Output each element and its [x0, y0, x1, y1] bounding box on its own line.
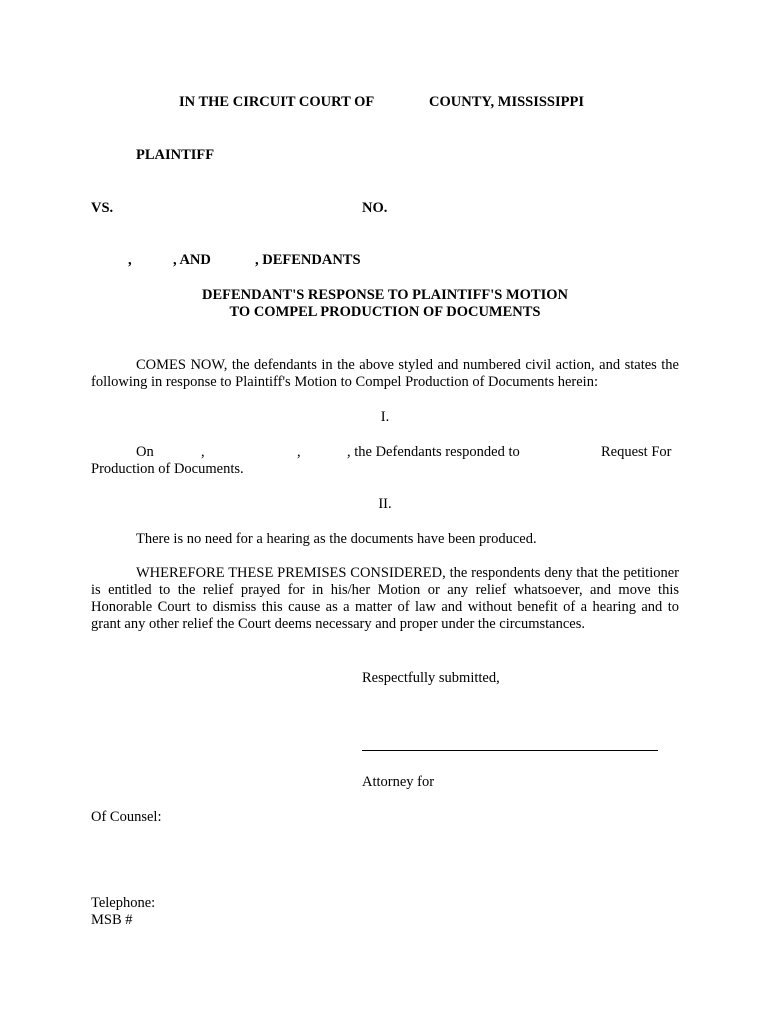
defendant-comma: ,: [128, 252, 132, 268]
wherefore-paragraph: WHEREFORE THESE PREMISES CONSIDERED, the respondents deny that the petitioner is entitled to the relief prayed for in his/her Motion or any relief whatsoever, and move this Honorable Court to dismiss this cause as a matter of law and without benefit of a hearing and to grant any other relief the Court deems necessary and proper under the circumstances.: [91, 565, 679, 632]
signature-line: [362, 750, 658, 751]
msb-number-label: MSB #: [91, 912, 133, 928]
section-1-on: On: [136, 444, 154, 460]
versus-label: VS.: [91, 200, 114, 216]
plaintiff-label: PLAINTIFF: [136, 147, 215, 163]
section-2-heading: II.: [378, 496, 392, 512]
section-1-request-for: Request For: [601, 444, 672, 460]
section-2-text: There is no need for a hearing as the documents have been produced.: [136, 531, 537, 547]
section-1-line2: Production of Documents.: [91, 461, 244, 477]
defendants-label: , DEFENDANTS: [255, 252, 361, 268]
court-county-suffix: COUNTY, MISSISSIPPI: [429, 94, 584, 110]
section-1-heading: I.: [380, 409, 390, 425]
telephone-label: Telephone:: [91, 895, 156, 911]
document-title-line2: TO COMPEL PRODUCTION OF DOCUMENTS: [229, 304, 541, 320]
of-counsel-label: Of Counsel:: [91, 809, 162, 825]
closing-respectfully-submitted: Respectfully submitted,: [362, 670, 500, 686]
document-title-line1: DEFENDANT'S RESPONSE TO PLAINTIFF'S MOTION: [201, 287, 569, 303]
section-1-comma-1: ,: [201, 444, 205, 460]
section-1-responded: , the Defendants responded to: [347, 444, 520, 460]
case-number-label: NO.: [362, 200, 388, 216]
court-name-prefix: IN THE CIRCUIT COURT OF: [179, 94, 375, 110]
defendant-and: , AND: [173, 252, 211, 268]
attorney-for-label: Attorney for: [362, 774, 435, 790]
intro-paragraph: COMES NOW, the defendants in the above styled and numbered civil action, and states the following in response to Plaintiff's Motion to Compel Production of Documents herein:: [91, 357, 679, 390]
section-1-comma-2: ,: [297, 444, 301, 460]
